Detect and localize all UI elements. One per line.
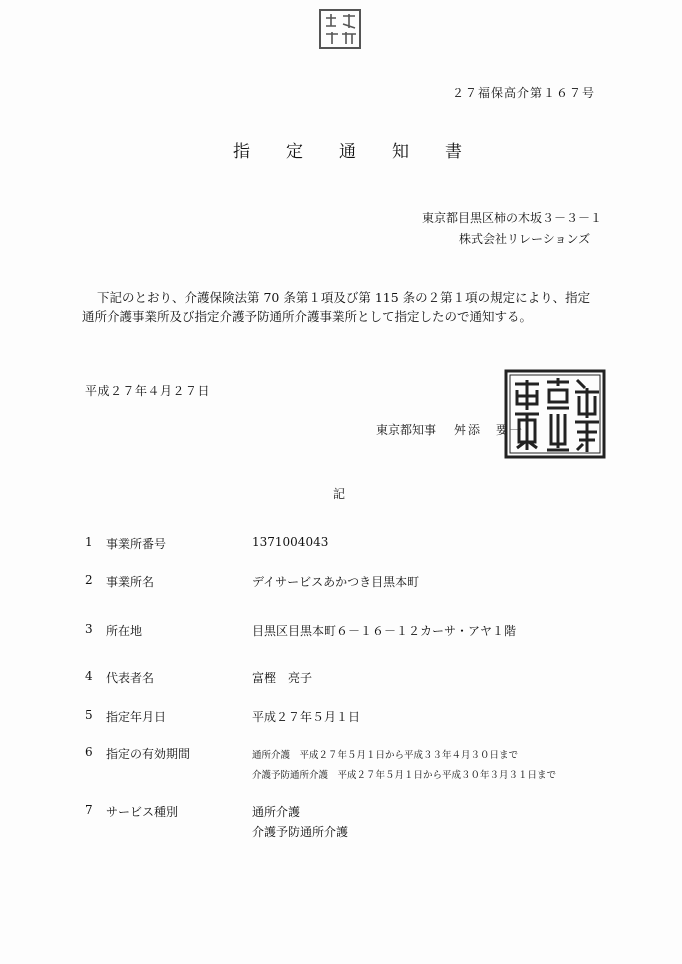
item-label: 事業所名 [106,575,155,589]
issuer-title: 東京都知事 [376,423,437,437]
item-value: 目黒区目黒本町６－１６－１２カーサ・アヤ１階 [252,624,517,638]
item-number: 5 [85,708,93,722]
item-label: 代表者名 [106,671,155,685]
item-value: 1371004043 [252,535,329,549]
item-value-line-2: 介護予防通所介護 [252,825,349,839]
item-label: 事業所番号 [106,537,167,551]
ki-heading: 記 [333,487,346,501]
item-value-line-1: 通所介護 [252,805,301,819]
item-value-line-2: 介護予防通所介護 平成２７年５月１日から平成３０年３月３１日まで [252,770,557,781]
item-label: サービス種別 [106,805,179,819]
item-number: 3 [85,622,93,636]
item-number: 4 [85,669,93,683]
item-value: 富樫 亮子 [252,671,313,685]
item-label: 指定の有効期間 [106,747,191,761]
item-number: 2 [85,573,93,587]
issue-date: 平成２７年４月２７日 [85,384,211,398]
official-seal-small [316,6,364,52]
issuer-name: 舛添 要一 [454,423,525,437]
item-number: 6 [85,745,93,759]
item-number: 1 [85,535,93,549]
item-label: 指定年月日 [106,710,167,724]
recipient-company: 株式会社リレーションズ [459,232,591,246]
item-value-line-1: 通所介護 平成２７年５月１日から平成３３年４月３０日まで [252,750,519,761]
document-number: ２７福保高介第１６７号 [452,86,596,100]
recipient-address: 東京都目黒区柿の木坂３－３－１ [422,211,603,225]
body-text-line-1: 下記のとおり、介護保険法第 70 条第１項及び第 115 条の２第１項の規定により、指定 [97,290,591,305]
governor-seal [503,368,607,460]
item-value: デイサービスあかつき目黒本町 [252,575,420,589]
item-number: 7 [85,803,93,817]
item-value: 平成２７年５月１日 [252,710,361,724]
body-text-line-2: 通所介護事業所及び指定介護予防通所介護事業所として指定したので通知する。 [82,309,533,324]
item-label: 所在地 [106,624,143,638]
document-title: 指定通知書 [233,142,498,162]
